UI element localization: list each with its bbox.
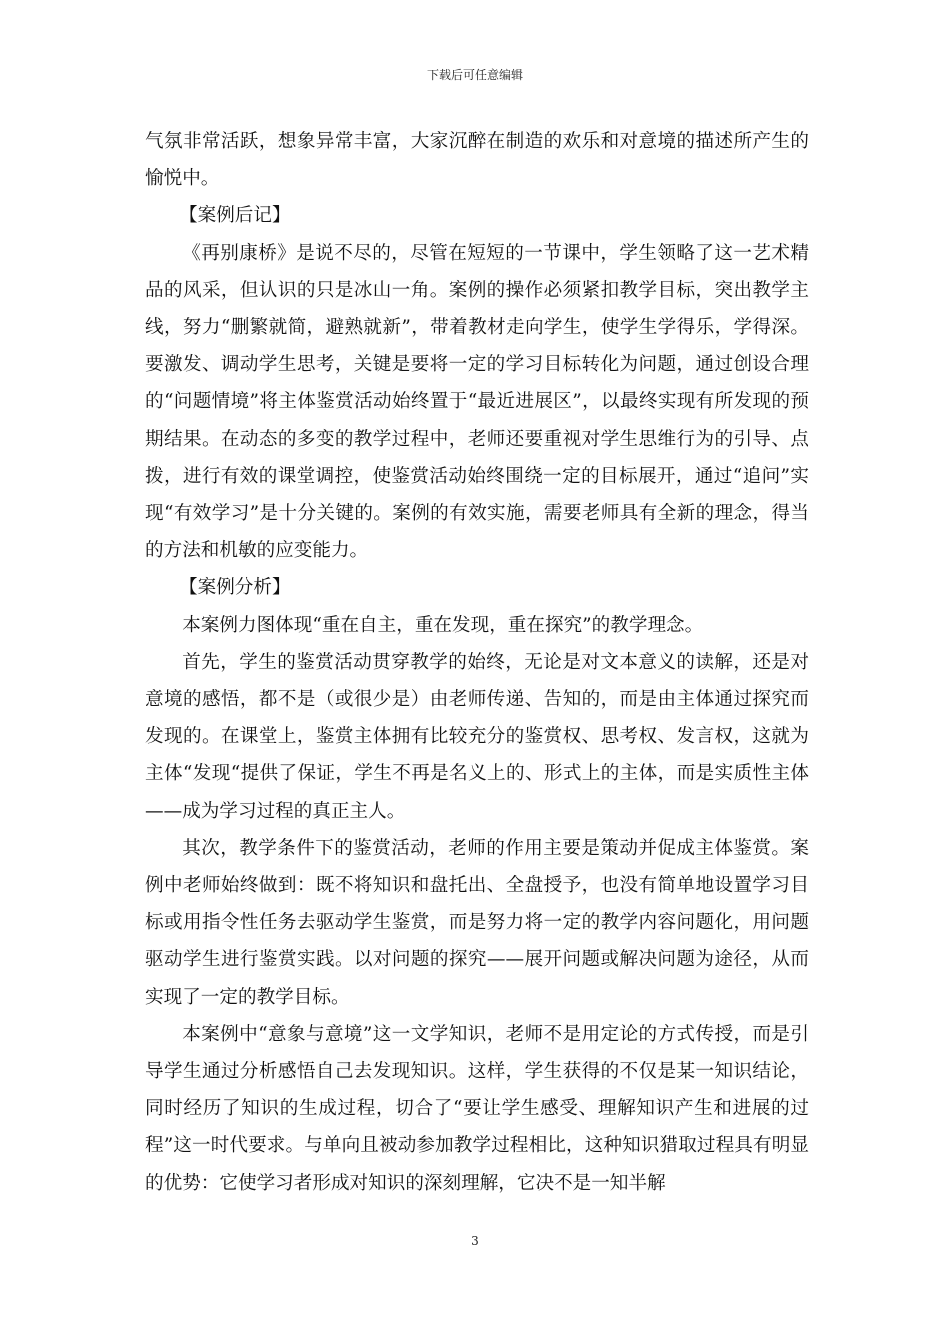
paragraph: 本案例力图体现“重在自主，重在发现，重在探究”的教学理念。: [182, 614, 704, 636]
document-body: [145, 123, 809, 1202]
page-number: 3: [471, 1234, 479, 1248]
paragraph: 《再别康桥》是说不尽的，尽管在短短的一节课中，学生领略了这一艺术精品的风采，但认识的只是冰山一角。案例的操作必须紧扣教学目标，突出教学主线，努力“删繁就简，避熟就新”，带着教材走向学生，使学生学得乐，学得深。要激发、调动学生思考，关键是要将一定的学习目标转化为问题，通过创设合理的“问题情境”将主体鉴赏活动始终置于“最近进展区”，以最终实现有所发现的预期结果。在动态的多变的教学过程中，老师还要重视对学生思维行为的引导、点拨，进行有效的课堂调控，使鉴赏活动始终围绕一定的目标展开，通过“追问”实现“有效学习”是十分关键的。案例的有效实施，需要老师具有全新的理念，得当的方法和机敏的应变能力。: [145, 242, 809, 562]
paragraph: 首先，学生的鉴赏活动贯穿教学的始终，无论是对文本意义的读解，还是对意境的感悟，都不是（或很少是）由老师传递、告知的，而是由主体通过探究而发现的。在课堂上，鉴赏主体拥有比较充分的鉴赏权、思考权、发言权，这就为主体“发现“提供了保证，学生不再是名义上的、形式上的主体，而是实质性主体——成为学习过程的真正主人。: [145, 651, 809, 822]
section-heading: 【案例分析】: [179, 577, 291, 599]
page-header: 下载后可任意编辑: [426, 68, 523, 82]
paragraph: 气氛非常活跃，想象异常丰富，大家沉醉在制造的欢乐和对意境的描述所产生的愉悦中。: [145, 131, 809, 190]
paragraph: 本案例中“意象与意境”这一文学知识，老师不是用定论的方式传授，而是引导学生通过分析感悟自己去发现知识。这样，学生获得的不仅是某一知识结论，同时经历了知识的生成过程，切合了“要让学生感受、理解知识产生和进展的过程”这一时代要求。与单向且被动参加教学过程相比，这种知识猎取过程具有明显的优势：它使学习者形成对知识的深刻理解，它决不是一知半解: [145, 1023, 809, 1194]
paragraph: 其次，教学条件下的鉴赏活动，老师的作用主要是策动并促成主体鉴赏。案例中老师始终做到：既不将知识和盘托出、全盘授予，也没有简单地设置学习目标或用指令性任务去驱动学生鉴赏，而是努力将一定的教学内容问题化，用问题驱动学生进行鉴赏实践。以对问题的探究——展开问题或解决问题为途径，从而实现了一定的教学目标。: [145, 837, 809, 1008]
section-heading: 【案例后记】: [179, 205, 291, 227]
